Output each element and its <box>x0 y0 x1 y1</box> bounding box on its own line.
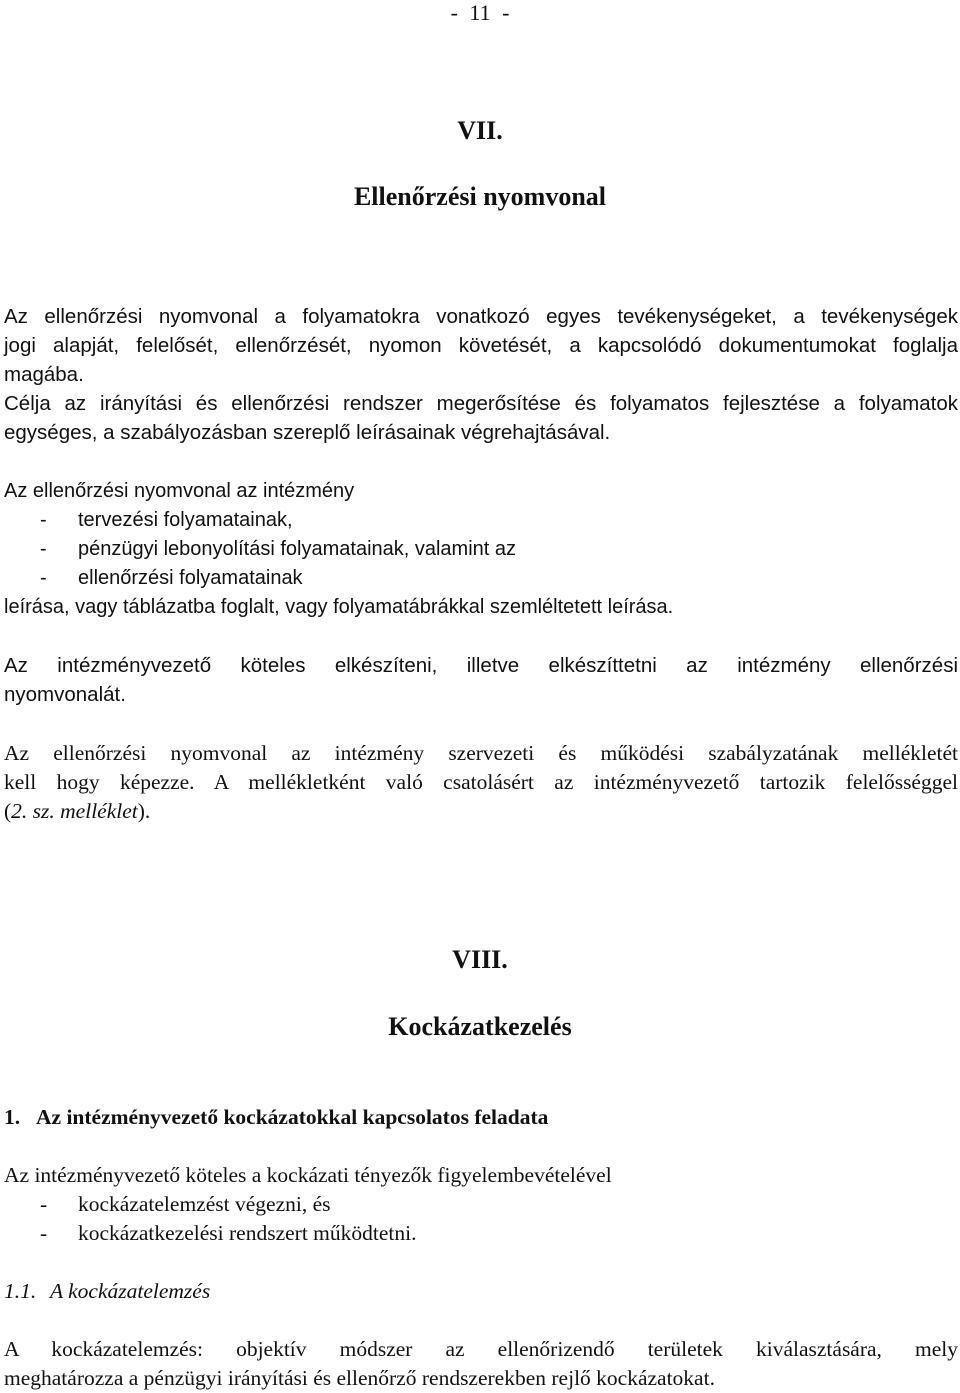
page-number: - 11 - <box>450 0 510 25</box>
annex-line: Az ellenőrzési nyomvonal az intézmény szervezeti és működési szabályzatának mellékletét <box>4 741 958 765</box>
subsection-1-1-heading <box>4 1277 210 1306</box>
analysis-line: meghatározza a pénzügyi irányítási és ellenőrző rendszerekben rejlő kockázatokat. <box>4 1366 715 1390</box>
analysis-paragraph <box>4 1335 958 1393</box>
duty-line: nyomvonalát. <box>4 683 126 706</box>
intro-paragraph <box>4 302 958 389</box>
section-8-title: Kockázatkezelés <box>388 1012 572 1041</box>
annex-reference-line: (2. sz. melléklet). <box>4 799 151 823</box>
duty-paragraph <box>4 651 958 709</box>
intro-line: magába. <box>4 363 84 386</box>
list-intro: Az ellenőrzési nyomvonal az intézmény <box>4 480 355 502</box>
annex-paragraph <box>4 739 958 826</box>
list-item-text: kockázatelemzést végezni, és <box>78 1192 331 1216</box>
subsection-1-title: Az intézményvezető kockázatokkal kapcsolatos feladata <box>36 1105 549 1129</box>
subsection-1-intro: Az intézményvezető köteles a kockázati tényezők figyelembevételével <box>4 1163 612 1187</box>
intro-line: jogi alapját, felelősét, ellenőrzését, nyomon követését, a kapcsolódó dokumentumokat foglalja <box>4 334 958 357</box>
annex-reference: 2. sz. melléklet <box>11 799 138 823</box>
subsection-1-number: 1. <box>4 1105 21 1129</box>
goal-line: Célja az irányítási és ellenőrzési rendszer megerősítése és folyamatos fejlesztése a folyamatok <box>4 392 958 415</box>
list-item: - tervezési folyamatainak, <box>40 509 293 531</box>
subsection-1-body <box>4 1161 958 1248</box>
goal-line: egységes, a szabályozásban szereplő leírásainak végrehajtásával. <box>4 421 611 444</box>
list-item: - pénzügyi lebonyolítási folyamatainak, valamint az <box>40 538 517 560</box>
list-item-text: kockázatkezelési rendszert működtetni. <box>78 1221 417 1245</box>
goal-paragraph <box>4 389 958 447</box>
section-7-number: VII. <box>457 116 503 145</box>
list-item-text: pénzügyi lebonyolítási folyamatainak, valamint az <box>78 538 517 560</box>
subsection-1-heading <box>4 1103 548 1132</box>
list-item: - ellenőrzési folyamatainak <box>40 567 303 589</box>
list-item: - kockázatelemzést végezni, és <box>40 1192 331 1216</box>
list-block <box>4 477 958 622</box>
analysis-line: A kockázatelemzés: objektív módszer az ellenőrizendő területek kiválasztására, mely <box>4 1337 958 1361</box>
annex-line: kell hogy képezze. A mellékletként való csatolásért az intézményvezető tartozik felelősséggel <box>4 770 958 794</box>
section-8-number: VIII. <box>452 945 508 974</box>
list-outro: leírása, vagy táblázatba foglalt, vagy folyamatábrákkal szemléltetett leírása. <box>4 596 674 618</box>
intro-line: Az ellenőrzési nyomvonal a folyamatokra vonatkozó egyes tevékenységeket, a tevékenységek <box>4 305 958 328</box>
list-item: - kockázatkezelési rendszert működtetni. <box>40 1221 417 1245</box>
list-item-text: ellenőrzési folyamatainak <box>78 567 303 589</box>
duty-line: Az intézményvezető köteles elkészíteni, illetve elkészíttetni az intézmény ellenőrzési <box>4 654 958 677</box>
list-item-text: tervezési folyamatainak, <box>78 509 293 531</box>
subsection-1-1-title: A kockázatelemzés <box>50 1279 211 1303</box>
section-7-title: Ellenőrzési nyomvonal <box>353 182 607 211</box>
subsection-1-1-number: 1.1. <box>4 1279 37 1303</box>
